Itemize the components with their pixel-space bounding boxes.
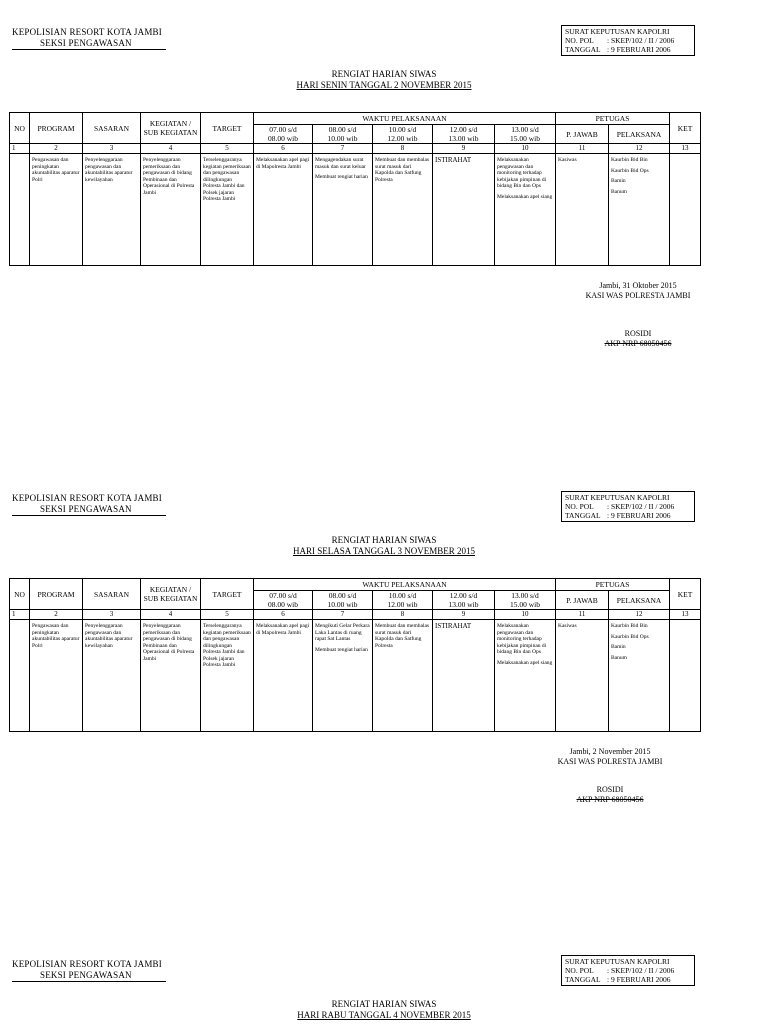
schedule-table	[9, 112, 701, 266]
skep-no-label: NO. POL	[565, 36, 594, 45]
signature-block	[558, 281, 718, 349]
col-target: TARGET	[201, 579, 254, 610]
col-pelaksana: PELAKSANA	[609, 125, 670, 144]
time-slot-1: 07.00 s/d 08.00 wib	[254, 591, 313, 610]
skep-no-label: NO. POL	[565, 966, 594, 975]
skep-title: SURAT KEPUTUSAN KAPOLRI	[565, 957, 670, 966]
cell-slot-3: Membuat dan membalas surat masuk dari Kapolda dan Satfung Polresta	[373, 154, 433, 266]
cell-target: Terselenggaranya kegiatan pemeriksaan dan pengawasan dilingkungan Polresta Jambi dan Polsek jajaran Polresta Jambi	[201, 154, 254, 266]
cell-program: Pengawasan dan peningkatan akuntabilitas aparatur Polri	[30, 620, 83, 732]
col-no: NO	[10, 579, 30, 610]
skep-date-value: : 9 FEBRUARI 2006	[607, 511, 671, 520]
cell-slot-5: Melaksanakan pengawasan dan monitoring terhadap kebijakan pimpinan di bidang Bin dan Ops Melaksanakan apel siang	[495, 154, 556, 266]
col-pjawab: P. JAWAB	[556, 591, 609, 610]
time-slot-4: 12.00 s/d 13.00 wib	[433, 591, 495, 610]
time-slot-2: 08.00 s/d 10.00 wib	[313, 125, 373, 144]
document-title	[0, 999, 768, 1021]
col-target: TARGET	[201, 113, 254, 144]
document-title	[0, 535, 768, 557]
org-name: KEPOLISIAN RESORT KOTA JAMBI	[12, 27, 162, 37]
document-title	[0, 69, 768, 91]
col-program: PROGRAM	[30, 579, 83, 610]
cell-pjawab: Kasiwas	[556, 620, 609, 732]
signature-nrp: AKP NRP 68050456	[604, 339, 672, 348]
time-slot-5: 13.00 s/d 15.00 wib	[495, 591, 556, 610]
time-slot-2: 08.00 s/d 10.00 wib	[313, 591, 373, 610]
schedule-table	[9, 578, 701, 732]
signature-place-date: Jambi, 2 November 2015	[569, 747, 651, 756]
cell-slot-2: Mengagendakan surat masuk dan surat keluar Membuat rengiat harian	[313, 154, 373, 266]
col-petugas: PETUGAS	[556, 113, 670, 125]
org-unit: SEKSI PENGAWASAN	[12, 970, 166, 982]
col-sasaran: SASARAN	[83, 113, 141, 144]
cell-slot-3: Membuat dan membalas surat masuk dari Kapolda dan Satfung Polresta	[373, 620, 433, 732]
column-number-row: 1 2 3 4 5 6 7 8 9 10 11 12 13	[10, 610, 701, 620]
skep-date-label: TANGGAL	[565, 975, 601, 984]
signature-name: ROSIDI	[624, 329, 652, 338]
col-waktu: WAKTU PELAKSANAAN	[254, 579, 556, 591]
signature-place-date: Jambi, 31 Oktober 2015	[599, 281, 677, 290]
cell-slot-1: Melaksanakan apel pagi di Mapolresta Jambi	[254, 154, 313, 266]
title-line: RENGIAT HARIAN SIWAS	[331, 535, 437, 545]
skep-title: SURAT KEPUTUSAN KAPOLRI	[565, 27, 670, 36]
time-slot-5: 13.00 s/d 15.00 wib	[495, 125, 556, 144]
org-header	[12, 959, 166, 982]
cell-sasaran: Penyelenggaraan pengawasan dan akuntabilitas aparatur kewilayahan	[83, 620, 141, 732]
col-kegiatan: KEGIATAN / SUB KEGIATAN	[141, 113, 201, 144]
time-slot-4: 12.00 s/d 13.00 wib	[433, 125, 495, 144]
col-program: PROGRAM	[30, 113, 83, 144]
cell-pelaksana: Kaurbin Bid Bin Kaurbin Bid Ops Bamin Banum	[609, 620, 670, 732]
skep-no-label: NO. POL	[565, 502, 594, 511]
table-row	[10, 154, 701, 266]
org-unit: SEKSI PENGAWASAN	[12, 38, 166, 50]
cell-sasaran: Penyelenggaraan pengawasan dan akuntabilitas aparatur kewilayahan	[83, 154, 141, 266]
signature-block	[530, 747, 690, 805]
signature-name: ROSIDI	[596, 785, 624, 794]
skep-date-label: TANGGAL	[565, 45, 601, 54]
time-slot-3: 10.00 s/d 12.00 wib	[373, 591, 433, 610]
cell-target: Terselenggaranya kegiatan pemeriksaan dan pengawasan dilingkungan Polresta Jambi dan Polsek jajaran Polresta Jambi	[201, 620, 254, 732]
skep-title: SURAT KEPUTUSAN KAPOLRI	[565, 493, 670, 502]
skep-date-value: : 9 FEBRUARI 2006	[607, 975, 671, 984]
day-subtitle: HARI SELASA TANGGAL 3 NOVEMBER 2015	[292, 546, 476, 556]
skep-date-label: TANGGAL	[565, 511, 601, 520]
cell-slot-5: Melaksanakan pengawasan dan monitoring terhadap kebijakan pimpinan di bidang Bin dan Ops Melaksanakan apel siang	[495, 620, 556, 732]
signature-office: KASI WAS POLRESTA JAMBI	[557, 757, 663, 766]
col-kegiatan: KEGIATAN / SUB KEGIATAN	[141, 579, 201, 610]
col-sasaran: SASARAN	[83, 579, 141, 610]
cell-slot-2: Mengikuti Gelar Perkara Laka Lantas di ruang rapat Sat Lantas Membuat rengiat harian	[313, 620, 373, 732]
cell-kegiatan: Penyelenggaraan pemeriksaan dan pengawasan di bidang Pembinaan dan Operasional di Polresta Jambi	[141, 154, 201, 266]
col-no: NO	[10, 113, 30, 144]
org-header	[12, 493, 166, 516]
col-pelaksana: PELAKSANA	[609, 591, 670, 610]
cell-slot-1: Melaksanakan apel pagi di Mapolresta Jambi	[254, 620, 313, 732]
col-waktu: WAKTU PELAKSANAAN	[254, 113, 556, 125]
org-name: KEPOLISIAN RESORT KOTA JAMBI	[12, 959, 162, 969]
cell-slot-4: ISTIRAHAT	[433, 154, 495, 266]
cell-pelaksana: Kaurbin Bid Bin Kaurbin Bid Ops Bamin Banum	[609, 154, 670, 266]
skep-no-value: : SKEP/102 / II / 2006	[607, 36, 675, 45]
skep-no-value: : SKEP/102 / II / 2006	[607, 502, 675, 511]
skep-box	[561, 491, 695, 522]
title-line: RENGIAT HARIAN SIWAS	[331, 999, 437, 1009]
time-slot-1: 07.00 s/d 08.00 wib	[254, 125, 313, 144]
col-ket: KET	[670, 113, 701, 144]
signature-nrp: AKP NRP 68050456	[576, 795, 644, 804]
title-line: RENGIAT HARIAN SIWAS	[331, 69, 437, 79]
day-subtitle: HARI RABU TANGGAL 4 NOVEMBER 2015	[297, 1010, 471, 1020]
col-ket: KET	[670, 579, 701, 610]
skep-box	[561, 955, 695, 986]
skep-date-value: : 9 FEBRUARI 2006	[607, 45, 671, 54]
time-slot-3: 10.00 s/d 12.00 wib	[373, 125, 433, 144]
cell-program: Pengawasan dan peningkatan akuntabilitas aparatur Polri	[30, 154, 83, 266]
col-petugas: PETUGAS	[556, 579, 670, 591]
signature-office: KASI WAS POLRESTA JAMBI	[585, 291, 691, 300]
column-number-row: 1 2 3 4 5 6 7 8 9 10 11 12 13	[10, 144, 701, 154]
skep-no-value: : SKEP/102 / II / 2006	[607, 966, 675, 975]
col-pjawab: P. JAWAB	[556, 125, 609, 144]
org-header	[12, 27, 166, 50]
cell-pjawab: Kasiwas	[556, 154, 609, 266]
table-row	[10, 620, 701, 732]
skep-box	[561, 25, 695, 56]
org-name: KEPOLISIAN RESORT KOTA JAMBI	[12, 493, 162, 503]
cell-slot-4: ISTIRAHAT	[433, 620, 495, 732]
org-unit: SEKSI PENGAWASAN	[12, 504, 166, 516]
cell-kegiatan: Penyelenggaraan pemeriksaan dan pengawasan di bidang Pembinaan dan Operasional di Polresta Jambi	[141, 620, 201, 732]
day-subtitle: HARI SENIN TANGGAL 2 NOVEMBER 2015	[296, 80, 472, 90]
